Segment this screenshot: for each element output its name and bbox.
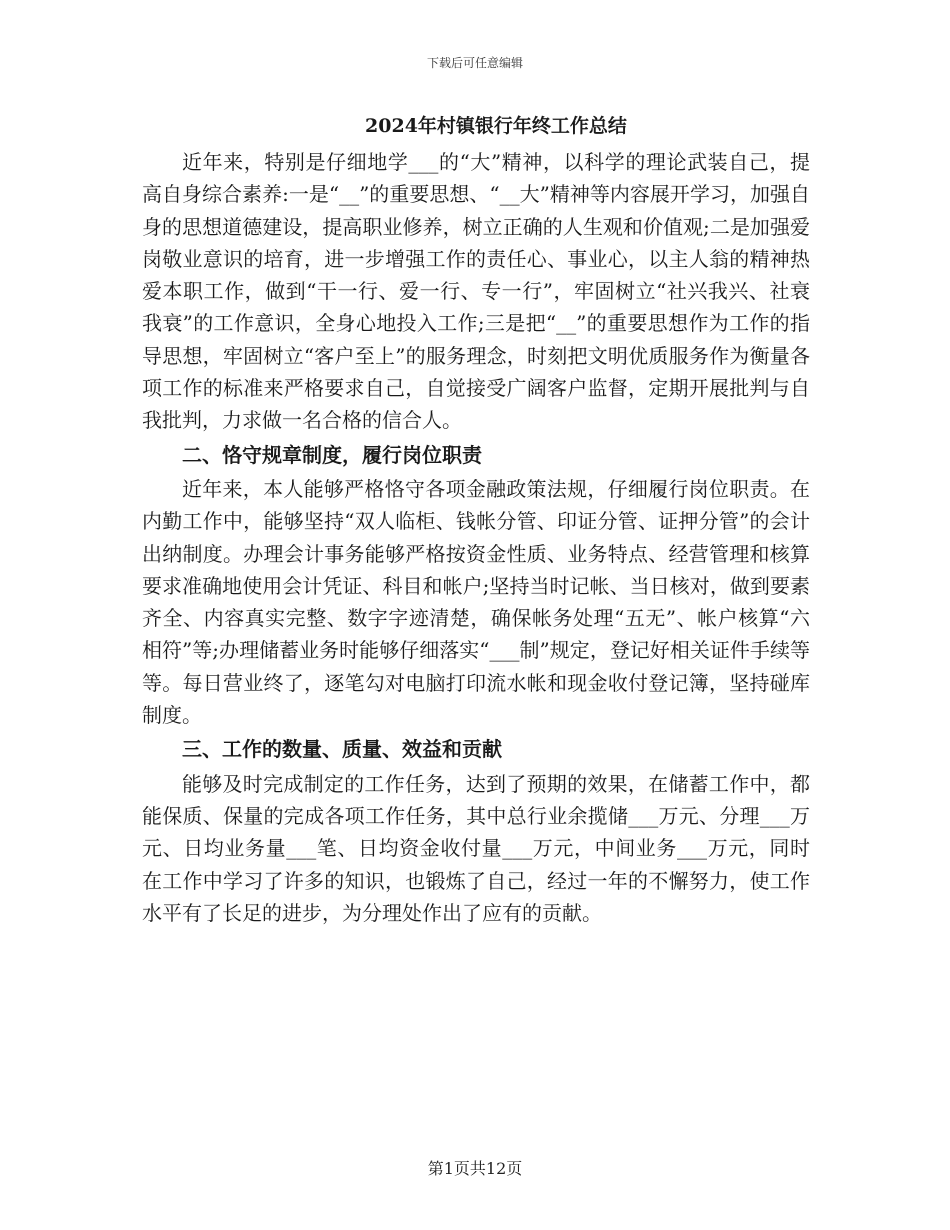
document-title: 2024年村镇银行年终工作总结 bbox=[365, 115, 627, 137]
paragraph-1: 近年来，特别是仔细地学___的“大”精神，以科学的理论武装自己，提高自身综合素养:一是“__”的重要思想、“__大”精神等内容展开学习，加强自身的思想道德建设，提高职业修养，树立正确的人生观和价值观;二是加强爱岗敬业意识的培育，进一步增强工作的责任心、事业心，以主人翁的精神热爱本职工作，做到“干一行、爱一行、专一行”，牢固树立“社兴我兴、社衰我衰”的工作意识，全身心地投入工作;三是把“__”的重要思想作为工作的指导思想，牢固树立“客户至上”的服务理念，时刻把文明优质服务作为衡量各项工作的标准来严格要求自己，自觉接受广阔客户监督，定期开展批判与自我批判，力求做一名合格的信合人。 bbox=[142, 150, 810, 433]
page-indicator: 第1页共12页 bbox=[427, 1159, 523, 1178]
section-2-paragraph: 近年来，本人能够严格恪守各项金融政策法规，仔细履行岗位职责。在内勤工作中，能够坚持“双人临柜、钱帐分管、印证分管、证押分管”的会计出纳制度。办理会计事务能够严格按资金性质、业务特点、经营管理和核算要求准确地使用会计凭证、科目和帐户;坚持当时记帐、当日核对，做到要素齐全、内容真实完整、数字字迹清楚，确保帐务处理“五无”、帐户核算“六相符”等;办理储蓄业务时能够仔细落实“___制”规定，登记好相关证件手续等等。每日营业终了，逐笔勾对电脑打印流水帐和现金收付登记簿，坚持碰库制度。 bbox=[142, 476, 810, 728]
section-heading-3: 三、工作的数量、质量、效益和贡献 bbox=[182, 737, 502, 762]
header-note: 下载后可任意编辑 bbox=[426, 56, 523, 70]
section-3-paragraph: 能够及时完成制定的工作任务，达到了预期的效果，在储蓄工作中，都能保质、保量的完成各项工作任务，其中总行业余揽储___万元、分理___万元、日均业务量___笔、日均资金收付量___万元，中间业务___万元，同时在工作中学习了许多的知识，也锻炼了自己，经过一年的不懈努力，使工作水平有了长足的进步，为分理处作出了应有的贡献。 bbox=[142, 771, 810, 925]
section-heading-2: 二、恪守规章制度，履行岗位职责 bbox=[182, 442, 482, 467]
document-body bbox=[142, 110, 810, 929]
